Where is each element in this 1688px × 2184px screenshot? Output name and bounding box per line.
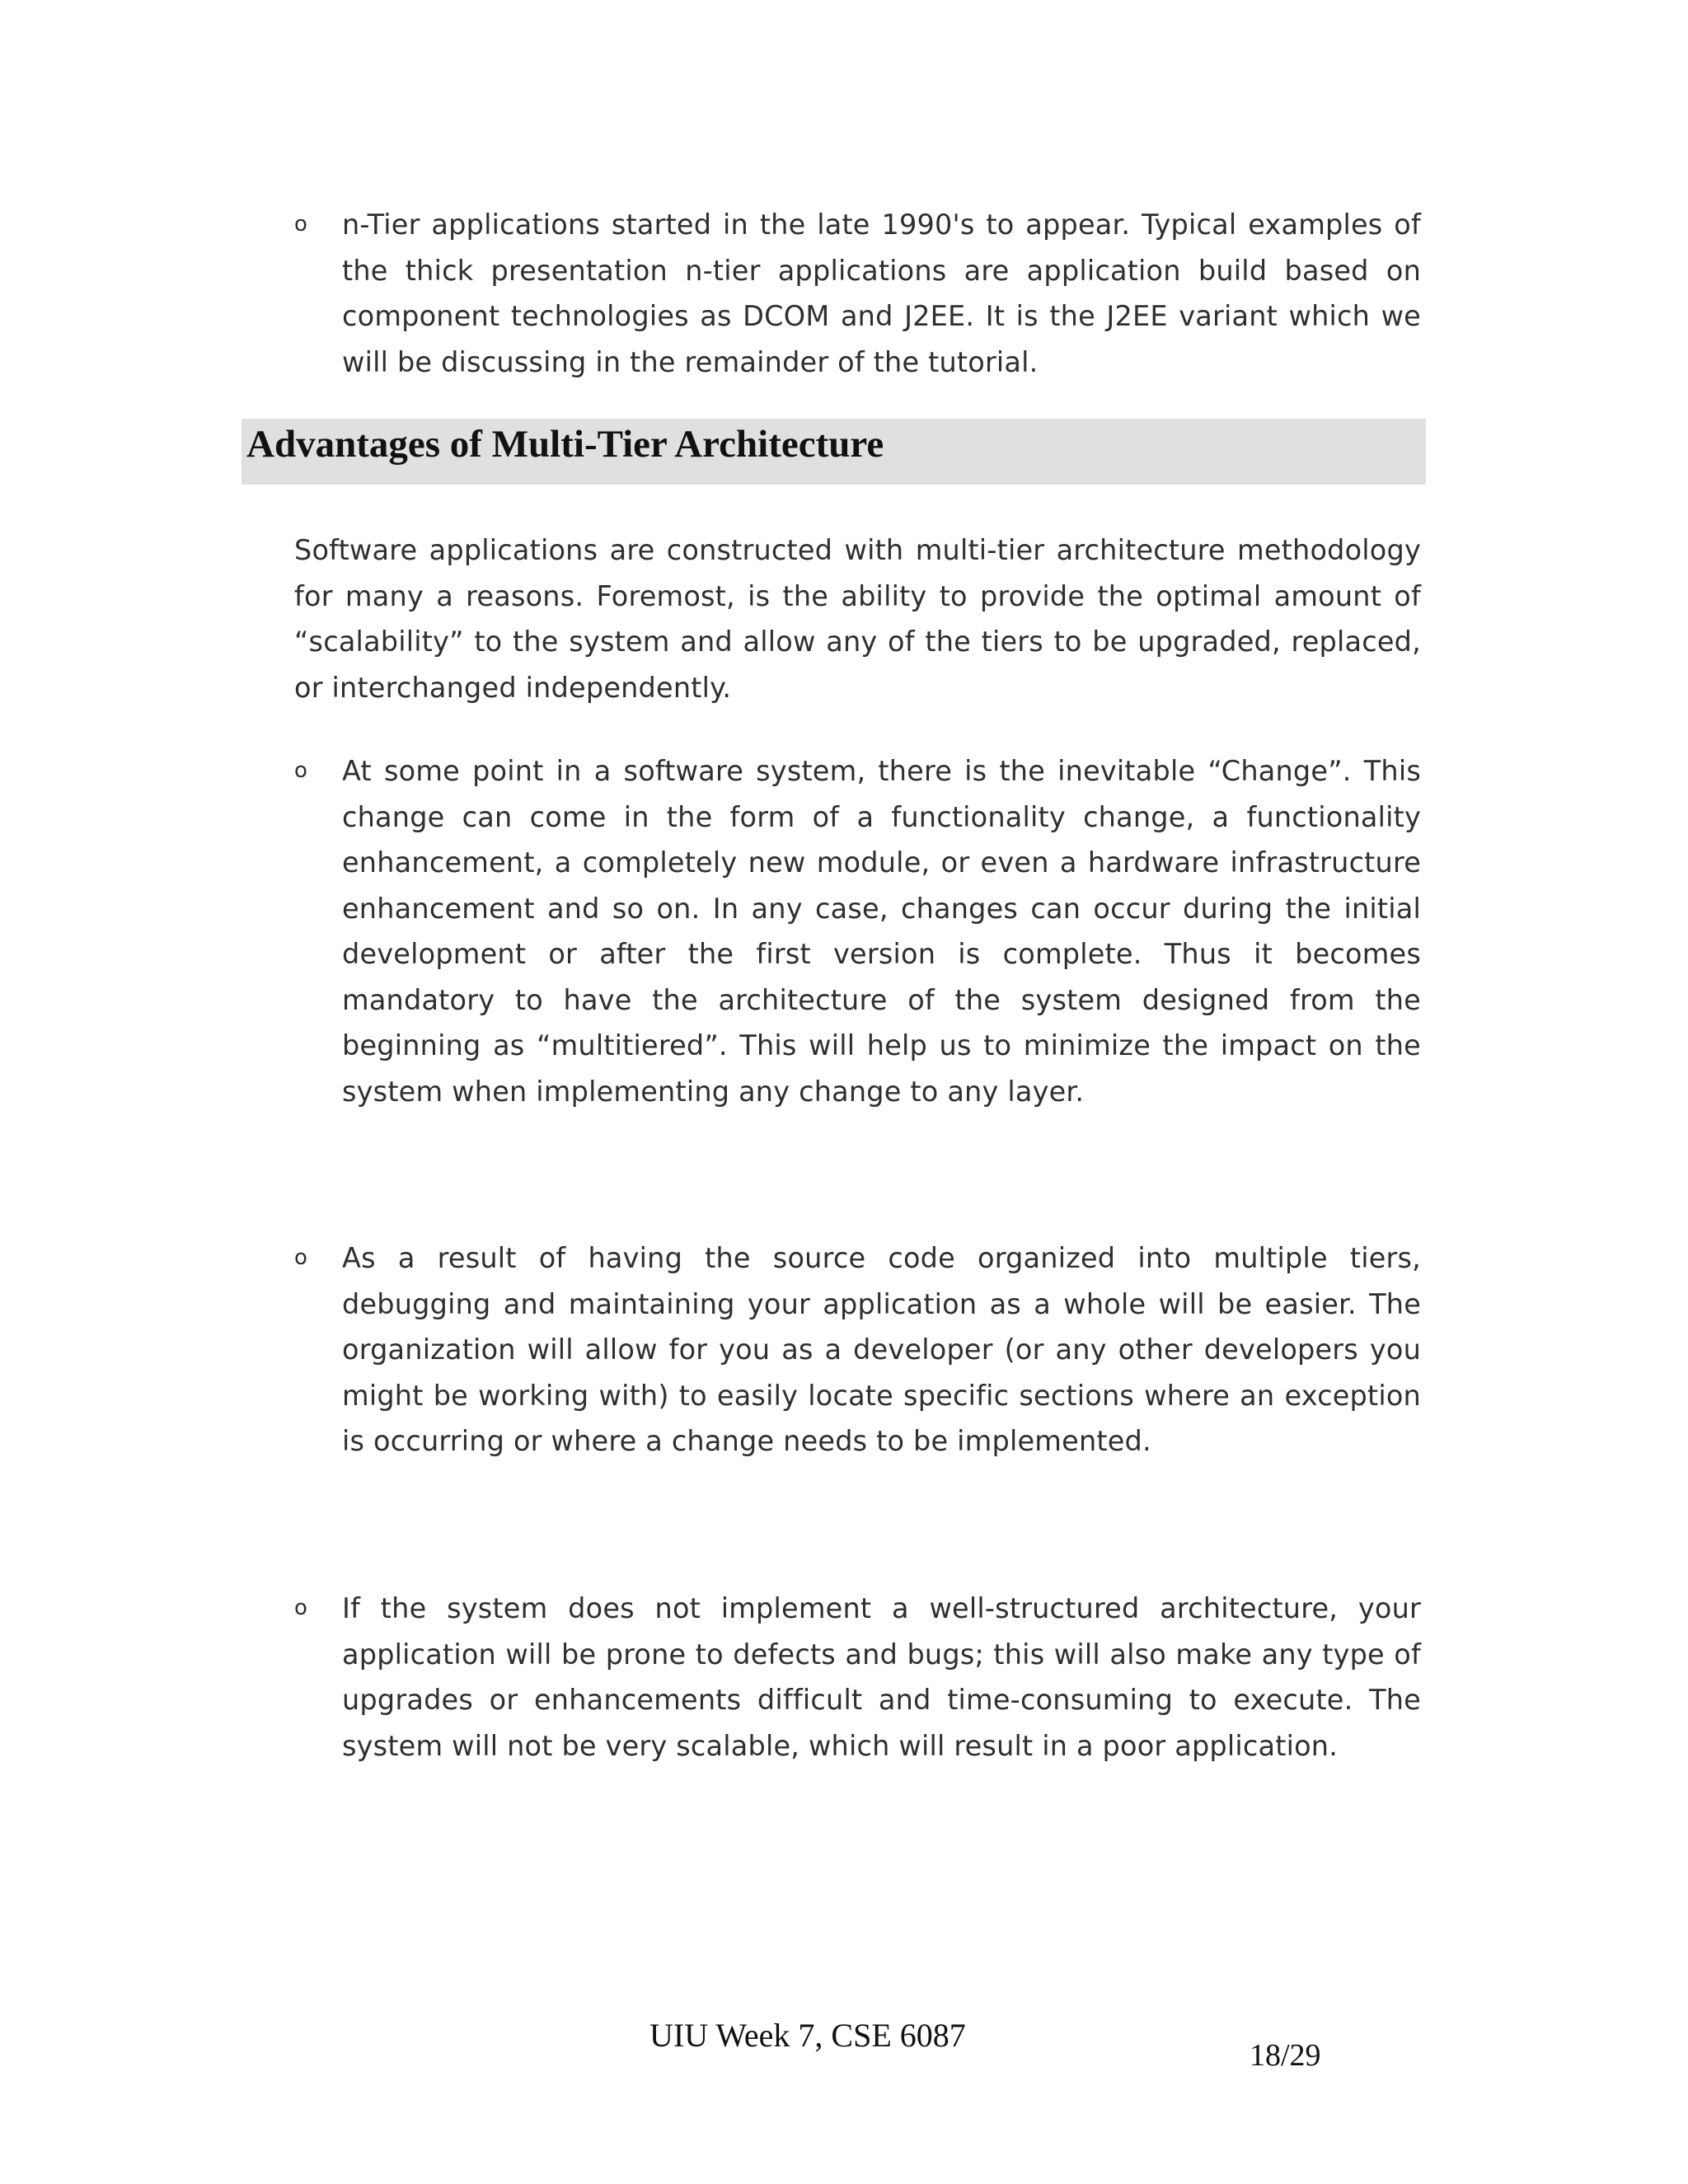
bullet-marker: o [294, 1596, 307, 1620]
bullet-text: n-Tier applications started in the late 1990's to appear. Typical examples of the thick presentation n-tier applications are application build based on component technologies as DCOM and J2EE. It is the J2EE variant which we will be discussing in the remainder of the tutorial. [342, 209, 1421, 378]
bullet-marker: o [294, 1245, 307, 1270]
bullet-marker: o [294, 758, 307, 783]
bullet-marker: o [294, 212, 307, 237]
bullet-text: As a result of having the source code organized into multiple tiers, debugging and maintaining your application as a whole will be easier. The organization will allow for you as a developer (or any other developers you might be working with) to easily locate specific sections where an exception is occurring or where a change needs to be implemented. [342, 1242, 1421, 1457]
bullet-text: If the system does not implement a well-structured architecture, your application will be prone to defects and bugs; this will also make any type of upgrades or enhancements difficult and time-consuming to execute. The system will not be very scalable, which will result in a poor application. [342, 1592, 1421, 1762]
intro-paragraph: Software applications are constructed with multi-tier architecture methodology for many a reasons. Foremost, is the ability to provide the optimal amount of “scalability” to the system and allow any of the tiers to be upgraded, replaced, or interchanged independently. [294, 534, 1421, 704]
footer-course-label: UIU Week 7, CSE 6087 [649, 2017, 966, 2054]
bullet-text: At some point in a software system, there is the inevitable “Change”. This change can come in the form of a functionality change, a functionality enhancement, a completely new module, or even a hardware infrastructure enhancement and so on. In any case, changes can occur during the initial development or after the first version is complete. Thus it becomes mandatory to have the architecture of the system designed from the beginning as “multitiered”. This will help us to minimize the impact on the system when implementing any change to any layer. [342, 755, 1421, 1108]
section-heading: Advantages of Multi-Tier Architecture [246, 423, 884, 466]
page-number: 18/29 [1250, 2038, 1321, 2073]
section-heading-bar [241, 419, 1426, 485]
